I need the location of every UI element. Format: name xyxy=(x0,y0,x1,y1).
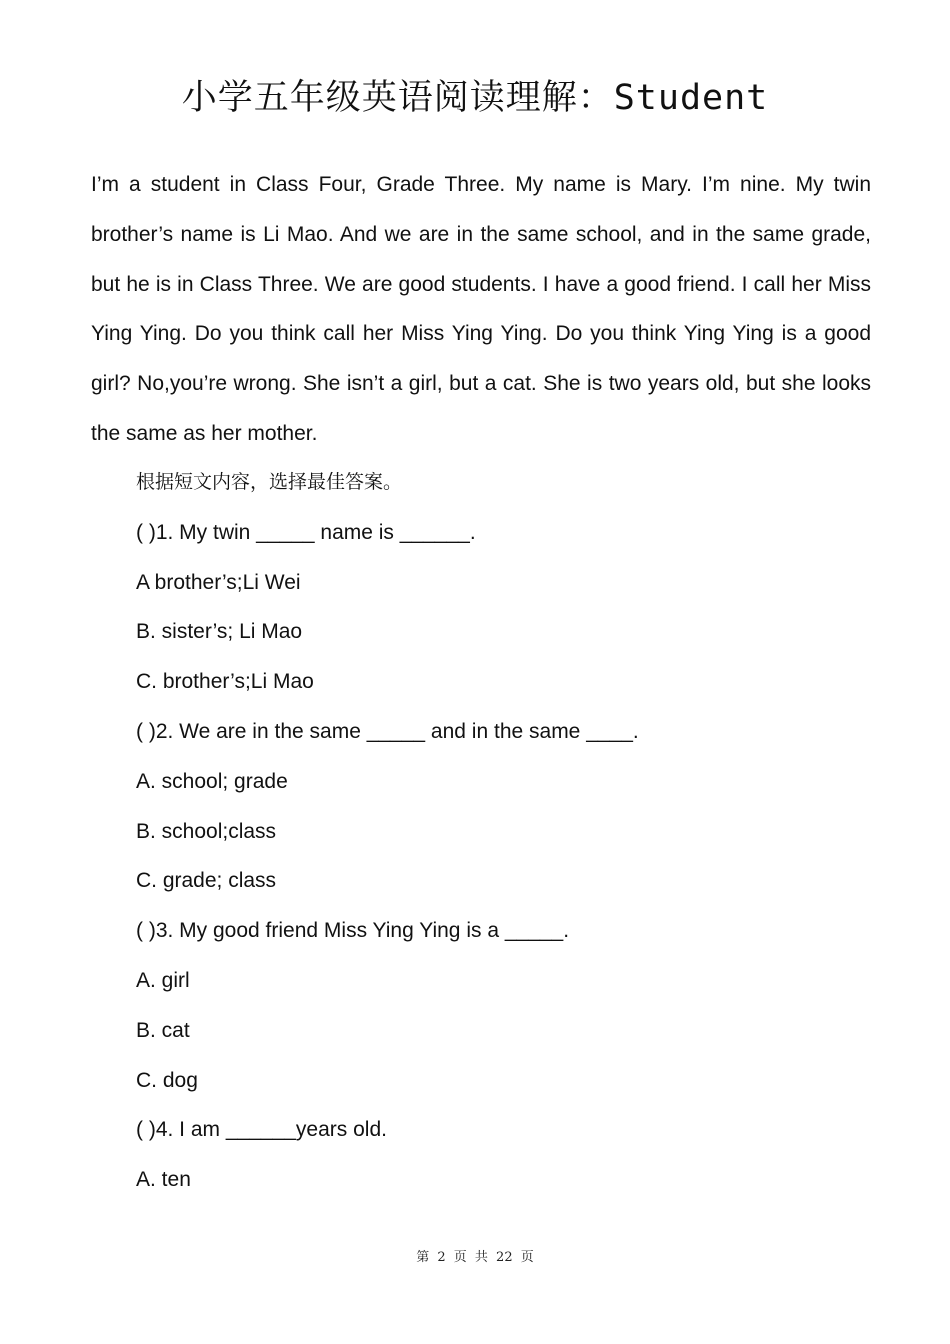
question-item xyxy=(136,508,876,707)
answer-option: A. school; grade xyxy=(136,769,288,793)
question-section xyxy=(136,458,876,1205)
answer-option: B. school;class xyxy=(136,819,277,843)
question-item xyxy=(136,707,876,906)
answer-option: A. ten xyxy=(136,1168,191,1192)
answer-option: C. dog xyxy=(136,1068,198,1092)
question-item xyxy=(136,1105,876,1205)
answer-option: B. cat xyxy=(136,1018,190,1042)
page-footer: 第 2 页 共 22 页 xyxy=(416,1250,534,1265)
reading-passage: I’m a student in Class Four, Grade Three. My name is Mary. I’m nine. My twin brother’s name is Li Mao. And we are in the same school, and in the same grade, but he is in Class Three. We are good students. I have a good friend. I call her Miss Ying Ying. Do you think call her Miss Ying Ying. Do you think Ying Ying is a good girl? No,you’re wrong. She isn’t a girl, but a cat. She is two years old, but she looks the same as her mother. xyxy=(91,173,871,445)
question-stem: ( )2. We are in the same _____ and in the same ____. xyxy=(136,719,639,743)
answer-option: C. grade; class xyxy=(136,869,277,893)
answer-option: C. brother’s;Li Mao xyxy=(136,670,314,694)
instruction-text: 根据短文内容，选择最佳答案。 xyxy=(136,471,403,493)
answer-option: A brother’s;Li Wei xyxy=(136,570,301,594)
page-title: 小学五年级英语阅读理解：Student xyxy=(181,78,769,118)
question-item xyxy=(136,906,876,1105)
question-stem: ( )3. My good friend Miss Ying Ying is a _____. xyxy=(136,919,570,943)
question-stem: ( )4. I am ______years old. xyxy=(136,1118,387,1142)
question-stem: ( )1. My twin _____ name is ______. xyxy=(136,520,476,544)
answer-option: B. sister’s; Li Mao xyxy=(136,620,303,644)
answer-option: A. girl xyxy=(136,968,190,992)
